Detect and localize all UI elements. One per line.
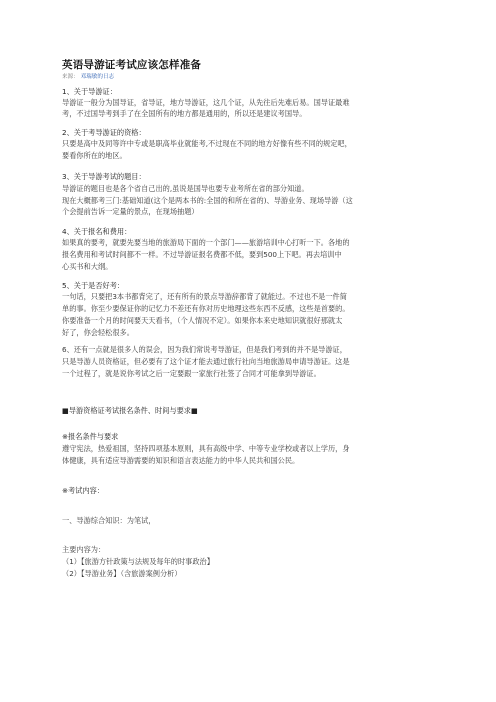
paragraph-line: 考，不过国导考到手了在全国所有的地方都是通用的，所以还是建议考国导。 [62, 109, 307, 118]
paragraph-line: 要看你所在的地区。 [62, 151, 127, 160]
heading-2: 2、关于考导游证的资格： [62, 128, 146, 137]
document-title: 英语导游证考试应该怎样准备 [62, 59, 202, 71]
paragraph-line: 主要内容为： [62, 545, 106, 554]
source-link[interactable]: 邓瑞敏的日志 [80, 74, 115, 80]
source-line [62, 72, 114, 80]
paragraph-line: 一个过程了，就是说你考试之后一定要跟一家旅行社签了合同才可能拿到导游证。 [62, 369, 321, 378]
paragraph-line: 你要准备一个月的时间要天天看书，（个人情况不定）。如果你本来史地知识就很好那就太 [62, 316, 343, 325]
paragraph-line: 报名费用和考试时间都不一样。不过导游证报名费都不低，要到500上下吧。再去培训中 [62, 250, 342, 259]
heading-1: 1、关于导游证： [62, 87, 117, 96]
paragraph-line: 只是导游人员资格证，但必要有了这个证才能去通过旅行社向当地旅游局申请导游证。这是 [62, 357, 350, 366]
list-item: （1）【旅游方针政策与法规及每年的时事政治】 [62, 557, 214, 566]
paragraph-line: 个会提前告诉一定量的景点，在现场抽题） [62, 207, 199, 216]
paragraph-line: 如果真的要考，就要先要当地的旅游局下面的一个部门——旅游培训中心打听一下。各地的 [62, 238, 350, 247]
paragraph-line: 只要是高中及同等许中专或是职高毕业就能考,不过现在不同的地方好像有些不同的规定吧， [62, 139, 352, 148]
paragraph-line: 6、还有一点就是很多人的误会，因为我们常说考导游证，但是我们考到的并不是导游证， [62, 345, 347, 354]
heading-3: 3、关于导游考试的题目： [62, 172, 146, 181]
paragraph-line: 现在大概都考三门:基础知道(这个是两本书的:全国的和所在省的)、导游业务、现场导游（这 [62, 196, 353, 205]
heading-5: 5、关于是否好考： [62, 281, 125, 290]
subsection-heading: ※报名条件与要求 [62, 432, 119, 441]
paragraph-line: 导游证一般分为国导证，省导证，地方导游证，这几个证，从先往后先难后易。国导证最难 [62, 98, 350, 107]
paragraph-line: 好了，你会轻松很多。 [62, 328, 134, 337]
paragraph-line: 一、导游综合知识：为笔试， [62, 516, 156, 525]
source-label: 来源： [62, 74, 79, 80]
paragraph-line: 导游证的题目也是各个省自己出的,虽说是国导也要专业考所在省的部分知道。 [62, 184, 309, 193]
heading-4: 4、关于报名和费用： [62, 227, 132, 236]
section-heading: ■导游资格证考试报名条件、时间与要求■ [62, 406, 198, 415]
paragraph-line: 单的事。你至少要保证你的记忆力不差还有你对历史地理这些东西不反感，这些是首要的。 [62, 304, 350, 313]
paragraph-line: 体健康，具有适应导游需要的知识和语言表达能力的中华人民共和国公民。 [62, 456, 300, 465]
paragraph-line: 遵守宪法，热爱祖国，坚持四项基本原则，具有高级中学、中等专业学校或者以上学历，身 [62, 444, 350, 453]
paragraph-line: 一句话，只要把3本书都背完了，还有所有的景点导游辞都背了就能过。不过也不是一件简 [62, 292, 347, 301]
list-item: （2）【导游业务】（含旅游案例分析） [62, 569, 182, 578]
paragraph-line: 心买书和大纲。 [62, 262, 113, 271]
subsection-heading: ※考试内容： [62, 486, 104, 495]
